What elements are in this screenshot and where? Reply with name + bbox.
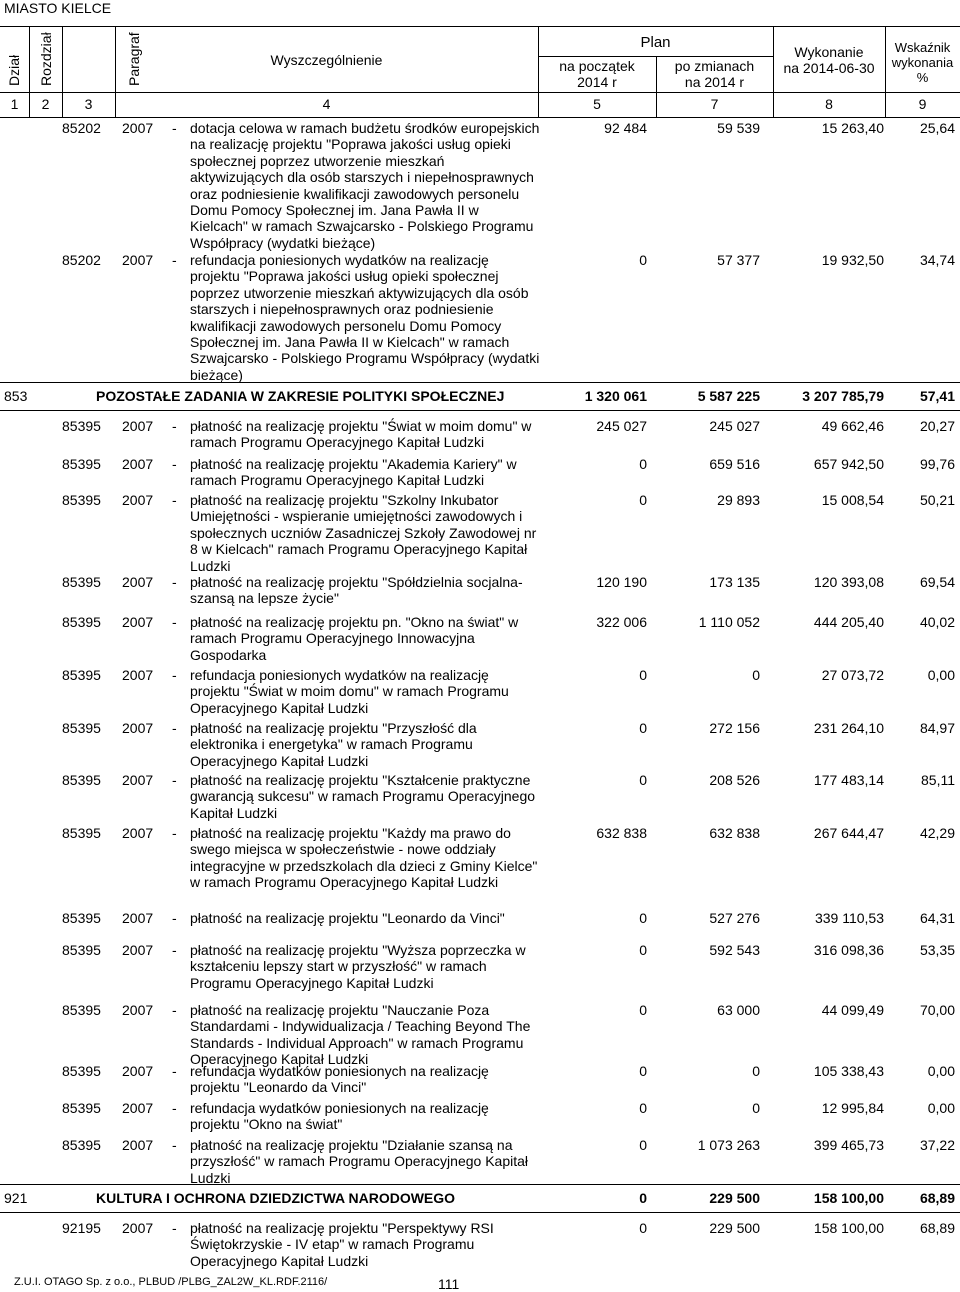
section-dzial: 921 xyxy=(4,1190,28,1206)
percent-cell: 0,00 xyxy=(927,1100,955,1116)
section-execution: 3 207 785,79 xyxy=(802,388,884,404)
plan-changed-cell: 1 073 263 xyxy=(697,1137,760,1153)
dash-cell: - xyxy=(172,720,177,736)
paragraf-cell: 2007 xyxy=(122,1137,154,1153)
section-percent: 68,89 xyxy=(919,1190,955,1206)
percent-cell: 99,76 xyxy=(919,456,955,472)
percent-cell: 85,11 xyxy=(921,772,955,788)
execution-cell: 177 483,14 xyxy=(813,772,884,788)
dash-cell: - xyxy=(172,667,177,683)
header-dzial: Dział xyxy=(6,54,22,86)
execution-cell: 339 110,53 xyxy=(814,910,884,926)
percent-cell: 20,27 xyxy=(919,418,955,434)
paragraf-cell: 2007 xyxy=(122,120,154,136)
rozdzial-cell: 85395 xyxy=(62,492,101,508)
execution-cell: 105 338,43 xyxy=(813,1063,884,1079)
colnum-4: 4 xyxy=(322,96,331,112)
plan-start-cell: 0 xyxy=(639,492,647,508)
plan-start-cell: 0 xyxy=(639,1063,647,1079)
header-wykonanie-line1: Wykonanie xyxy=(794,44,864,60)
percent-cell: 64,31 xyxy=(919,910,955,926)
header-po-zmianach xyxy=(656,58,773,90)
rozdzial-cell: 85202 xyxy=(62,120,101,136)
section-plan-changed: 229 500 xyxy=(709,1190,760,1206)
percent-cell: 42,29 xyxy=(919,825,955,841)
plan-start-cell: 0 xyxy=(639,1220,647,1236)
paragraf-cell: 2007 xyxy=(122,418,154,434)
rozdzial-cell: 92195 xyxy=(62,1220,101,1236)
rozdzial-cell: 85395 xyxy=(62,1137,101,1153)
rozdzial-cell: 85395 xyxy=(62,720,101,736)
footer-text: Z.U.I. OTAGO Sp. z o.o., PLBUD /PLBG_ZAL2W_KL.RDF.2116/ xyxy=(14,1276,328,1288)
paragraf-cell: 2007 xyxy=(122,614,154,630)
paragraf-cell: 2007 xyxy=(122,1220,154,1236)
dash-cell: - xyxy=(172,492,177,508)
header-paragraf: Paragraf xyxy=(126,32,142,86)
header-na-poczatek-line2: 2014 r xyxy=(577,74,617,90)
rozdzial-cell: 85395 xyxy=(62,1063,101,1079)
plan-changed-cell: 59 539 xyxy=(717,120,760,136)
paragraf-cell: 2007 xyxy=(122,910,154,926)
page-title: MIASTO KIELCE xyxy=(4,0,112,16)
description-cell: płatność na realizację projektu "Przyszłość dla elektronika i energetyka" w ramach Programu Operacyjnego Kapitał Ludzki xyxy=(190,720,477,769)
header-plan: Plan xyxy=(640,34,671,51)
colnum-2: 2 xyxy=(41,96,50,112)
dash-cell: - xyxy=(172,825,177,841)
paragraf-cell: 2007 xyxy=(122,1063,154,1079)
percent-cell: 84,97 xyxy=(919,720,955,736)
dash-cell: - xyxy=(172,252,177,268)
dash-cell: - xyxy=(172,942,177,958)
execution-cell: 399 465,73 xyxy=(813,1137,884,1153)
percent-cell: 37,22 xyxy=(919,1137,955,1153)
plan-changed-cell: 208 526 xyxy=(709,772,760,788)
plan-start-cell: 0 xyxy=(639,1002,647,1018)
execution-cell: 316 098,36 xyxy=(813,942,884,958)
section-name: POZOSTAŁE ZADANIA W ZAKRESIE POLITYKI SPOŁECZNEJ xyxy=(96,388,505,404)
section-plan-start: 0 xyxy=(639,1190,647,1206)
rozdzial-cell: 85395 xyxy=(62,667,101,683)
percent-cell: 25,64 xyxy=(919,120,955,136)
colnum-3: 3 xyxy=(84,96,93,112)
paragraf-cell: 2007 xyxy=(122,252,154,268)
colnum-8: 8 xyxy=(825,96,833,112)
execution-cell: 15 008,54 xyxy=(821,492,884,508)
description-cell: płatność na realizację projektu "Nauczanie Poza Standardami - Indywidualizacja / Teaching Beyond The Standards - Individual Approach" w ramach Programu Operacyjnego Kapitał Ludzki xyxy=(190,1002,531,1068)
percent-cell: 50,21 xyxy=(919,492,955,508)
plan-start-cell: 0 xyxy=(639,772,647,788)
plan-start-cell: 0 xyxy=(639,456,647,472)
plan-changed-cell: 229 500 xyxy=(709,1220,760,1236)
plan-changed-cell: 29 893 xyxy=(717,492,760,508)
dash-cell: - xyxy=(172,1100,177,1116)
description-cell: refundacja wydatków poniesionych na realizację projektu "Leonardo da Vinci" xyxy=(190,1063,489,1096)
plan-start-cell: 120 190 xyxy=(596,574,647,590)
description-cell: refundacja poniesionych wydatków na realizację projektu "Poprawa jakości usług opieki społecznej poprzez utworzenie mieszkań aktywizujących dla osób starszych i niepełnosprawnych oraz podniesienie kwalifikacji zawodowych personelu Domu Pomocy Społecznej im. Jana Pawła II w Kielcach" w ramach Szwajcarsko - Polskiego Programu Współpracy (wydatki bieżące) xyxy=(190,252,540,383)
paragraf-cell: 2007 xyxy=(122,1002,154,1018)
description-cell: płatność na realizację projektu "Działanie szansą na przyszłość" w ramach Programu Operacyjnego Kapitał Ludzki xyxy=(190,1137,528,1186)
paragraf-cell: 2007 xyxy=(122,667,154,683)
header-na-poczatek-line1: na początek xyxy=(559,58,635,74)
paragraf-cell: 2007 xyxy=(122,825,154,841)
plan-start-cell: 632 838 xyxy=(596,825,647,841)
percent-cell: 0,00 xyxy=(927,1063,955,1079)
colnum-7: 7 xyxy=(710,96,719,112)
colnum-9: 9 xyxy=(918,96,927,112)
description-cell: płatność na realizację projektu "Każdy ma prawo do swego miejsca w społeczeństwie - nowe oddziały integracyjne w przedszkolach dla dzieci z Gminy Kielce" w ramach Programu Operacyjnego Kapitał Ludzki xyxy=(190,825,538,891)
rozdzial-cell: 85395 xyxy=(62,456,101,472)
dash-cell: - xyxy=(172,1002,177,1018)
section-853 xyxy=(0,382,960,410)
plan-changed-cell: 527 276 xyxy=(709,910,760,926)
rozdzial-cell: 85395 xyxy=(62,772,101,788)
paragraf-cell: 2007 xyxy=(122,720,154,736)
dash-cell: - xyxy=(172,1063,177,1079)
dash-cell: - xyxy=(172,1137,177,1153)
rozdzial-cell: 85395 xyxy=(62,1100,101,1116)
plan-start-cell: 245 027 xyxy=(596,418,647,434)
execution-cell: 267 644,47 xyxy=(813,825,884,841)
description-cell: płatność na realizację projektu "Akademia Kariery" w ramach Programu Operacyjnego Kapitał Ludzki xyxy=(190,456,517,489)
description-cell: płatność na realizację projektu "Szkolny Inkubator Umiejętności - wspieranie umiejętności zawodowych i społecznych uczniów Zasadniczej Szkoły Zawodowej nr 8 w Kielcach" ramach Programu Operacyjnego Kapitał Ludzki xyxy=(190,492,537,574)
colnum-1: 1 xyxy=(10,96,19,112)
plan-start-cell: 0 xyxy=(639,720,647,736)
section-dzial: 853 xyxy=(4,388,28,404)
description-cell: płatność na realizację projektu "Wyższa poprzeczka w kształceniu lepszy start w przyszłość" w ramach Programu Operacyjnego Kapitał Ludzki xyxy=(190,942,526,991)
header-rozdzial: Rozdział xyxy=(38,32,54,86)
page-number: 111 xyxy=(438,1276,460,1292)
plan-start-cell: 0 xyxy=(639,252,647,268)
header-wyszczegolnienie: Wyszczególnienie xyxy=(270,52,383,68)
plan-start-cell: 0 xyxy=(639,942,647,958)
dash-cell: - xyxy=(172,418,177,434)
plan-changed-cell: 1 110 052 xyxy=(698,614,760,630)
plan-changed-cell: 592 543 xyxy=(709,942,760,958)
section-921 xyxy=(0,1184,960,1212)
section-name: KULTURA I OCHRONA DZIEDZICTWA NARODOWEGO xyxy=(96,1190,456,1206)
plan-changed-cell: 0 xyxy=(752,667,760,683)
description-cell: płatność na realizację projektu pn. "Okno na świat" w ramach Programu Operacyjnego Innowacyjna Gospodarka xyxy=(190,614,519,663)
dash-cell: - xyxy=(172,1220,177,1236)
dash-cell: - xyxy=(172,614,177,630)
plan-start-cell: 322 006 xyxy=(596,614,647,630)
execution-cell: 444 205,40 xyxy=(813,614,884,630)
plan-changed-cell: 63 000 xyxy=(717,1002,760,1018)
dash-cell: - xyxy=(172,772,177,788)
execution-cell: 231 264,10 xyxy=(813,720,884,736)
plan-changed-cell: 659 516 xyxy=(709,456,760,472)
execution-cell: 657 942,50 xyxy=(813,456,884,472)
percent-cell: 0,00 xyxy=(927,667,955,683)
plan-changed-cell: 173 135 xyxy=(709,574,760,590)
execution-cell: 12 995,84 xyxy=(821,1100,884,1116)
percent-cell: 69,54 xyxy=(919,574,955,590)
execution-cell: 44 099,49 xyxy=(821,1002,884,1018)
rozdzial-cell: 85395 xyxy=(62,574,101,590)
description-cell: płatność na realizację projektu "Leonardo da Vinci" xyxy=(190,910,505,926)
header-wskaznik xyxy=(885,40,960,85)
header-wykonanie xyxy=(773,44,885,76)
plan-start-cell: 0 xyxy=(639,1100,647,1116)
section-percent: 57,41 xyxy=(919,388,955,404)
colnum-5: 5 xyxy=(593,96,601,112)
percent-cell: 40,02 xyxy=(919,614,955,630)
percent-cell: 70,00 xyxy=(919,1002,955,1018)
dash-cell: - xyxy=(172,910,177,926)
rozdzial-cell: 85395 xyxy=(62,910,101,926)
paragraf-cell: 2007 xyxy=(122,772,154,788)
percent-cell: 68,89 xyxy=(919,1220,955,1236)
paragraf-cell: 2007 xyxy=(122,1100,154,1116)
rozdzial-cell: 85395 xyxy=(62,1002,101,1018)
header-wykonanie-line2: na 2014-06-30 xyxy=(783,60,875,76)
dash-cell: - xyxy=(172,574,177,590)
plan-changed-cell: 0 xyxy=(752,1063,760,1079)
percent-cell: 34,74 xyxy=(919,252,955,268)
plan-start-cell: 92 484 xyxy=(604,120,647,136)
paragraf-cell: 2007 xyxy=(122,456,154,472)
description-cell: refundacja poniesionych wydatków na realizację projektu "Świat w moim domu" w ramach Programu Operacyjnego Kapitał Ludzki xyxy=(190,667,509,716)
plan-start-cell: 0 xyxy=(639,910,647,926)
dash-cell: - xyxy=(172,456,177,472)
section-plan-start: 1 320 061 xyxy=(584,388,647,404)
execution-cell: 120 393,08 xyxy=(813,574,884,590)
header-po-zmianach-line2: na 2014 r xyxy=(684,74,745,90)
execution-cell: 15 263,40 xyxy=(821,120,884,136)
plan-start-cell: 0 xyxy=(639,667,647,683)
plan-changed-cell: 0 xyxy=(752,1100,760,1116)
header-po-zmianach-line1: po zmianach xyxy=(674,58,755,74)
description-cell: refundacja wydatków poniesionych na realizację projektu "Okno na świat" xyxy=(190,1100,489,1133)
execution-cell: 27 073,72 xyxy=(821,667,884,683)
rozdzial-cell: 85395 xyxy=(62,942,101,958)
paragraf-cell: 2007 xyxy=(122,574,154,590)
percent-cell: 53,35 xyxy=(919,942,955,958)
plan-start-cell: 0 xyxy=(639,1137,647,1153)
plan-changed-cell: 245 027 xyxy=(709,418,760,434)
rozdzial-cell: 85202 xyxy=(62,252,101,268)
plan-changed-cell: 57 377 xyxy=(717,252,760,268)
dash-cell: - xyxy=(172,120,177,136)
paragraf-cell: 2007 xyxy=(122,942,154,958)
execution-cell: 49 662,46 xyxy=(821,418,884,434)
description-cell: płatność na realizację projektu "Świat w moim domu" w ramach Programu Operacyjnego Kapitał Ludzki xyxy=(190,418,532,451)
section-execution: 158 100,00 xyxy=(813,1190,884,1206)
description-cell: dotacja celowa w ramach budżetu środków europejskich na realizację projektu "Poprawa jakości usług opieki społecznej poprzez utworzenie mieszkań aktywizujących dla osób starszych i niepełnosprawnych oraz podniesienie kwalifikacji zawodowych personelu Domu Pomocy Społecznej im. Jana Pawła II w Kielcach" w ramach Szwajcarsko - Polskiego Programu Współpracy (wydatki bieżące) xyxy=(190,120,540,251)
rozdzial-cell: 85395 xyxy=(62,614,101,630)
plan-changed-cell: 632 838 xyxy=(709,825,760,841)
table-header xyxy=(0,26,960,118)
plan-changed-cell: 272 156 xyxy=(709,720,760,736)
header-wskaznik-line2: wykonania xyxy=(891,55,954,70)
header-na-poczatek xyxy=(538,58,656,90)
description-cell: płatność na realizację projektu "Kształcenie praktyczne gwarancją sukcesu" w ramach Programu Operacyjnego Kapitał Ludzki xyxy=(190,772,536,821)
header-wskaznik-line3: % xyxy=(916,70,929,85)
paragraf-cell: 2007 xyxy=(122,492,154,508)
description-cell: płatność na realizację projektu "Perspektywy RSI Świętokrzyskie - IV etap" w ramach Programu Operacyjnego Kapitał Ludzki xyxy=(190,1220,494,1269)
rozdzial-cell: 85395 xyxy=(62,418,101,434)
description-cell: płatność na realizację projektu "Spółdzielnia socjalna-szansą na lepsze życie" xyxy=(190,574,523,607)
execution-cell: 19 932,50 xyxy=(821,252,884,268)
rozdzial-cell: 85395 xyxy=(62,825,101,841)
header-wskaznik-line1: Wskaźnik xyxy=(894,40,951,55)
execution-cell: 158 100,00 xyxy=(813,1220,884,1236)
section-plan-changed: 5 587 225 xyxy=(697,388,760,404)
